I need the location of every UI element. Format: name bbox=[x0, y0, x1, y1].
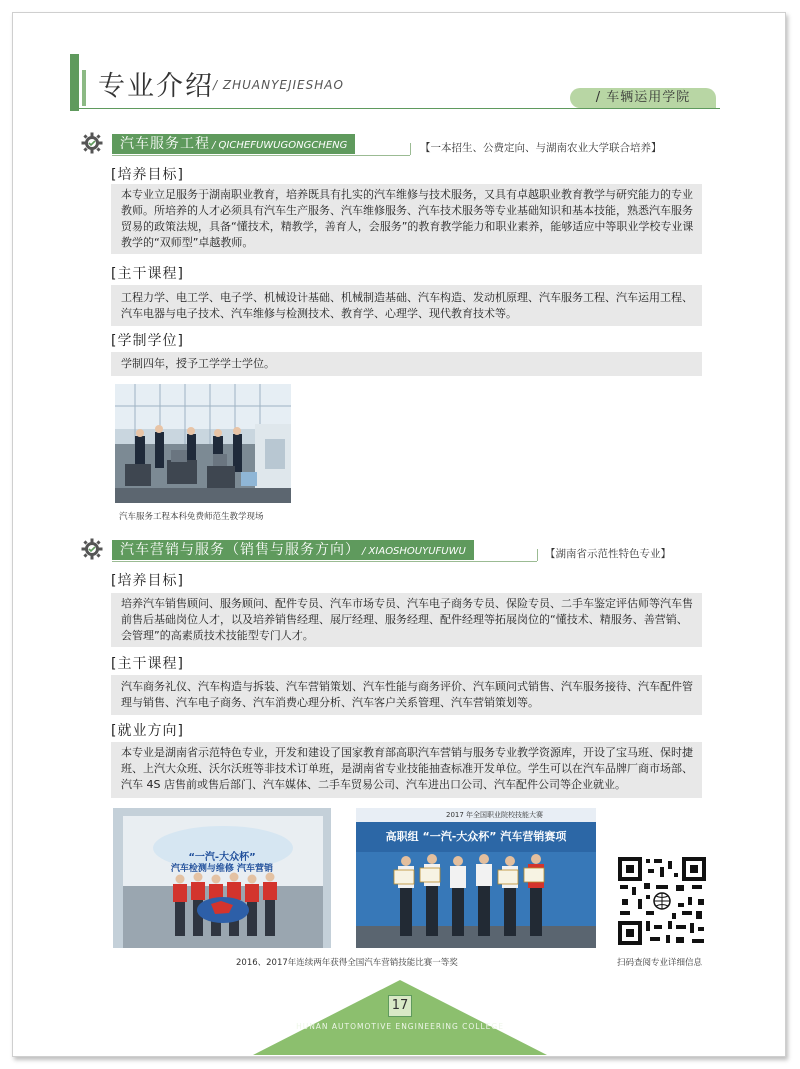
heading-main-courses: [主干课程] bbox=[111, 656, 184, 672]
classroom-photo-caption: 汽车服务工程本科免费师范生教学现场 bbox=[119, 512, 264, 522]
section-title-auto-marketing bbox=[112, 540, 474, 560]
classroom-photo bbox=[115, 384, 291, 503]
main-courses-text: 工程力学、电工学、电子学、机械设计基础、机械制造基础、汽车构造、发动机原理、汽车服务工程、汽车运用工程、汽车电器与电子技术、汽车维修与检测技术、教育学、心理学、现代教育技术等。 bbox=[111, 285, 702, 326]
competition-banner: 高职组 “一汽-大众杯” 汽车营销赛项 bbox=[385, 830, 567, 843]
award-photo-2016 bbox=[113, 808, 331, 948]
section-title-auto-service bbox=[112, 134, 355, 154]
section-note: 【一本招生、公费定向、与湖南农业大学联合培养】 bbox=[420, 142, 662, 154]
gear-icon bbox=[81, 538, 103, 560]
heading-main-courses: [主干课程] bbox=[111, 266, 184, 282]
section-title-text: 汽车营销与服务（销售与服务方向） bbox=[120, 542, 360, 558]
qr-code-icon[interactable] bbox=[616, 855, 708, 947]
heading-training-goal: [培养目标] bbox=[111, 167, 184, 183]
heading-training-goal: [培养目标] bbox=[111, 573, 184, 589]
section-title-text: 汽车服务工程 bbox=[120, 136, 210, 152]
section-title-en: / QICHEFUWUGONGCHENG bbox=[212, 140, 348, 151]
footer-triangle bbox=[253, 980, 547, 1055]
award-photo-caption: 2016、2017年连续两年获得全国汽车营销技能比赛一等奖 bbox=[236, 958, 458, 968]
heading-employment: [就业方向] bbox=[111, 723, 184, 739]
training-goal-text: 培养汽车销售顾问、服务顾问、配件专员、汽车市场专员、汽车电子商务专员、保险专员、二手车鉴定评估师等汽车售前售后基础岗位人才，以及培养销售经理、展厅经理、服务经理、配件经理等拓展岗位的“懂技术、精服务、善营销、会管理”的高素质技术技能型专门人才。 bbox=[111, 593, 702, 647]
section-line-tick bbox=[537, 549, 538, 561]
qr-caption: 扫码查阅专业详细信息 bbox=[617, 958, 703, 968]
award-banner-subtitle: 汽车检测与维修 汽车营销 bbox=[170, 864, 274, 874]
section-line-tick bbox=[410, 143, 411, 155]
page-title: 专业介绍 bbox=[98, 71, 214, 102]
degree-text: 学制四年，授予工学学士学位。 bbox=[111, 352, 702, 376]
award-banner-title: “一汽-大众杯” bbox=[188, 852, 256, 863]
header-accent-bar-thin bbox=[82, 70, 86, 106]
section-note: 【湖南省示范性特色专业】 bbox=[545, 548, 671, 560]
section-underline bbox=[112, 561, 537, 562]
header-accent-bar bbox=[70, 54, 79, 111]
competition-top-title: 2017 年全国职业院校技能大赛 bbox=[446, 811, 544, 819]
employment-text: 本专业是湖南省示范特色专业，开发和建设了国家教育部高职汽车营销与服务专业教学资源库，开设了宝马班、保时捷班、上汽大众班、沃尔沃班等非技术订单班，是湖南省专业技能抽查标准开发单位。学生可以在汽车品牌厂商市场部、汽车 4S 店售前或售后部门、汽车媒体、二手车贸易公司、汽车进出口公司、汽车配件公司等企业就业。 bbox=[111, 742, 702, 798]
header-divider bbox=[70, 108, 720, 109]
section-title-en: / XIAOSHOUYUFUWU bbox=[362, 546, 466, 557]
training-goal-text: 本专业立足服务于湖南职业教育，培养既具有扎实的汽车维修与技术服务，又具有卓越职业教育教学与研究能力的专业教师。所培养的人才必须具有汽车生产服务、汽车维修服务、汽车技术服务等专业基础知识和基本技能，熟悉汽车服务贸易的政策法规，具备“懂技术，精教学，善育人，会服务”的教育教学能力和职业素养，能够适应中等职业学校专业课教学的“双师型”卓越教师。 bbox=[111, 184, 702, 254]
award-photo-2017 bbox=[356, 808, 596, 948]
page-subtitle: / ZHUANYEJIESHAO bbox=[213, 78, 344, 92]
main-courses-text: 汽车商务礼仪、汽车构造与拆装、汽车营销策划、汽车性能与商务评价、汽车顾问式销售、汽车服务接待、汽车配件管理与销售、汽车电子商务、汽车消费心理分析、汽车客户关系管理、汽车营销策划等。 bbox=[111, 675, 702, 715]
section-underline bbox=[112, 155, 410, 156]
heading-degree: [学制学位] bbox=[111, 333, 184, 349]
gear-icon bbox=[81, 132, 103, 154]
college-tag: / 车辆运用学院 bbox=[570, 88, 716, 108]
footer-college-name: HUNAN AUTOMOTIVE ENGINEERING COLLEGE bbox=[296, 1022, 504, 1031]
page-number: 17 bbox=[388, 995, 412, 1017]
